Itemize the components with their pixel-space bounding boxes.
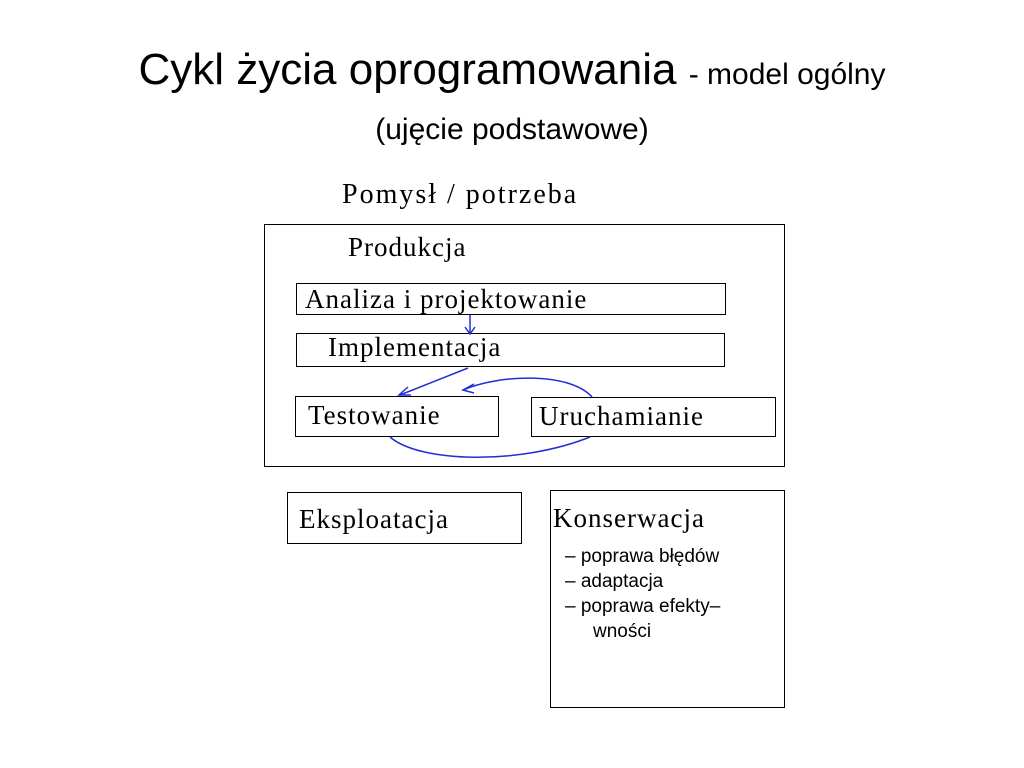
arrow-testing-to-deployment: [390, 437, 590, 457]
slide-subtitle: (ujęcie podstawowe): [375, 113, 649, 146]
title-suffix: - model ogólny: [688, 58, 886, 91]
maintenance-item: – poprawa efekty–: [565, 596, 721, 617]
exploitation-label: Eksploatacja: [299, 504, 449, 534]
arrow-deployment-to-implementation: [463, 378, 592, 397]
implementation-label: Implementacja: [328, 332, 502, 362]
maintenance-item: – adaptacja: [565, 571, 664, 592]
title-main: Cykl życia oprogramowania: [138, 45, 677, 94]
analysis-label: Analiza i projektowanie: [305, 284, 588, 314]
testing-label: Testowanie: [308, 400, 441, 430]
maintenance-label: Konserwacja: [553, 503, 705, 533]
maintenance-item: wności: [593, 621, 652, 642]
arrow-implementation-to-testing: [400, 368, 468, 395]
idea-need-label: Pomysł / potrzeba: [342, 179, 579, 210]
deployment-label: Uruchamianie: [539, 401, 704, 431]
production-label: Produkcja: [348, 232, 467, 262]
maintenance-item: – poprawa błędów: [565, 546, 720, 567]
